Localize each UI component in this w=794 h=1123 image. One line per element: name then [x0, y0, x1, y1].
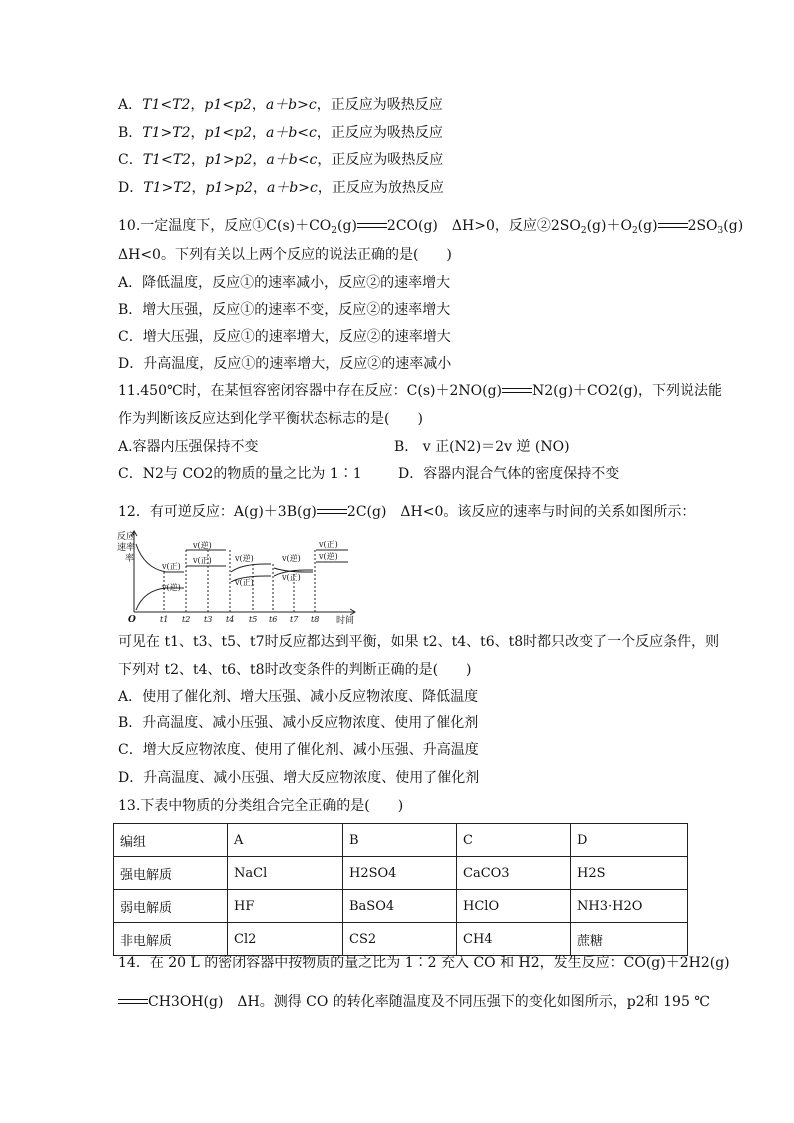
table-cell: 弱电解质	[114, 890, 228, 923]
q9-option-c: C．T1<T2，p1>p2，a＋b<c，正反应为吸热反应	[118, 152, 444, 168]
q10-option-b: B．增大压强，反应①的速率不变，反应②的速率增大	[118, 302, 451, 318]
q11-option-a: A.容器内压强保持不变	[118, 439, 259, 455]
table-row	[114, 923, 688, 956]
table-cell: D	[571, 824, 688, 857]
table-cell: 非电解质	[114, 923, 228, 956]
q12-text-2: 下列对 t2、t4、t6、t8时改变条件的判断正确的是( )	[118, 662, 472, 678]
table-cell: HClO	[457, 890, 571, 923]
graph-ylabel-1: 反应	[117, 532, 136, 542]
q9-option-a: A．T1<T2，p1<p2，a＋b>c，正反应为吸热反应	[118, 97, 443, 113]
tick-t2: t2	[182, 615, 191, 624]
table-row	[114, 890, 688, 923]
curve-label: v(正)	[235, 578, 254, 587]
classification-table	[113, 823, 688, 956]
q13-stem: 13.下表中物质的分类组合完全正确的是( )	[118, 798, 404, 814]
table-cell: CaCO3	[457, 857, 571, 890]
table-cell: NH3·H2O	[571, 890, 688, 923]
curve-label: v(逆)	[282, 554, 301, 563]
table-cell: 强电解质	[114, 857, 228, 890]
q12-option-d: D．升高温度、减小压强、增大反应物浓度、使用了催化剂	[118, 770, 480, 786]
graph-origin: O	[128, 615, 136, 625]
table-cell: B	[343, 824, 457, 857]
graph-ylabel-2: 速率	[117, 543, 136, 553]
q11-option-c: C．N2与 CO2的物质的量之比为 1∶1	[118, 466, 362, 482]
q10-stem-line2: ΔH<0。下列有关以上两个反应的说法正确的是( )	[118, 247, 452, 263]
tick-t8: t8	[311, 615, 320, 624]
reversible-arrow-icon	[658, 221, 688, 231]
table-cell: C	[457, 824, 571, 857]
q12-option-b: B．升高温度、减小压强、减小反应物浓度、使用了催化剂	[118, 715, 479, 731]
q10-option-c: C．增大压强，反应①的速率增大，反应②的速率增大	[118, 329, 451, 345]
q10-option-d: D．升高温度，反应①的速率增大，反应②的速率减小	[118, 356, 452, 372]
curve-label: v(逆)	[162, 583, 181, 592]
table-cell: HF	[228, 890, 343, 923]
tick-t5: t5	[249, 615, 258, 624]
tick-t1: t1	[160, 615, 169, 624]
reversible-arrow-icon	[118, 997, 148, 1007]
table-cell: 编组	[114, 824, 228, 857]
reversible-arrow-icon	[317, 507, 347, 517]
table-cell: CH4	[457, 923, 571, 956]
table-cell: BaSO4	[343, 890, 457, 923]
curve-label: v(正)	[282, 573, 301, 582]
q12-stem: 12．有可逆反应：A(g)＋3B(g) 2C(g) ΔH<0。该反应的速率与时间的关系如图所示：	[118, 504, 696, 520]
curve-label: v(正)	[319, 540, 338, 549]
curve-label: v(逆)	[193, 541, 212, 550]
table-cell: H2SO4	[343, 857, 457, 890]
q12-text-1: 可见在 t1、t3、t5、t7时反应都达到平衡，如果 t2、t4、t6、t8时都只改变了一个反应条件，则	[118, 634, 720, 650]
tick-t7: t7	[290, 615, 299, 624]
q11-option-d: D．容器内混合气体的密度保持不变	[398, 466, 620, 482]
rate-time-graph	[116, 528, 368, 626]
table-cell: Cl2	[228, 923, 343, 956]
graph-ylabel-3: 率	[125, 554, 135, 564]
tick-t4: t4	[226, 615, 235, 624]
curve-label: v(正)	[193, 556, 212, 565]
q9-option-d: D．T1>T2，p1>p2，a＋b>c，正反应为放热反应	[118, 180, 444, 196]
tick-t3: t3	[204, 615, 213, 624]
reversible-arrow-icon	[357, 221, 387, 231]
table-cell: NaCl	[228, 857, 343, 890]
q14-stem: 14．在 20 L 的密闭容器中按物质的量之比为 1∶2 充入 CO 和 H2，发生反应：CO(g)＋2H2(g)	[118, 955, 730, 971]
table-row	[114, 857, 688, 890]
q12-option-a: A．使用了催化剂、增大压强、减小反应物浓度、降低温度	[118, 689, 479, 705]
curve-label: v(正)	[162, 562, 181, 571]
table-cell: A	[228, 824, 343, 857]
table-cell: H2S	[571, 857, 688, 890]
q10-stem: 10.一定温度下，反应$①C(s)+CO_2(g)$ 2CO(g) ΔH>0，反应$②2SO_2(g)+O_2(g)$ $2SO_3(g)$	[118, 218, 744, 236]
curve-label: v(逆)	[319, 552, 338, 561]
table-cell: 蔗糖	[571, 923, 688, 956]
reversible-arrow-icon	[502, 386, 532, 396]
q12-option-c: C．增大反应物浓度、使用了催化剂、减小压强、升高温度	[118, 742, 479, 758]
graph-xlabel: 时间	[336, 616, 355, 626]
tick-t6: t6	[269, 615, 278, 624]
q11-option-b: B． v 正(N2)＝2v 逆 (NO)	[394, 439, 570, 455]
q14-stem-line2: CH3OH(g) ΔH。测得 CO 的转化率随温度及不同压强下的变化如图所示，p2和 195 ℃	[118, 992, 710, 1012]
q9-option-b: B．T1>T2，p1<p2，a＋b<c，正反应为吸热反应	[118, 125, 443, 141]
q11-stem: 11.450℃时，在某恒容密闭容器中存在反应：C(s)＋2NO(g) N2(g)＋CO2(g)，下列说法能	[118, 383, 723, 399]
table-header-row	[114, 824, 688, 857]
q11-stem-line2: 作为判断该反应达到化学平衡状态标志的是( )	[118, 411, 423, 427]
table-cell: CS2	[343, 923, 457, 956]
curve-label: v(逆)	[235, 554, 254, 563]
q10-option-a: A．降低温度，反应①的速率减小，反应②的速率增大	[118, 275, 451, 291]
